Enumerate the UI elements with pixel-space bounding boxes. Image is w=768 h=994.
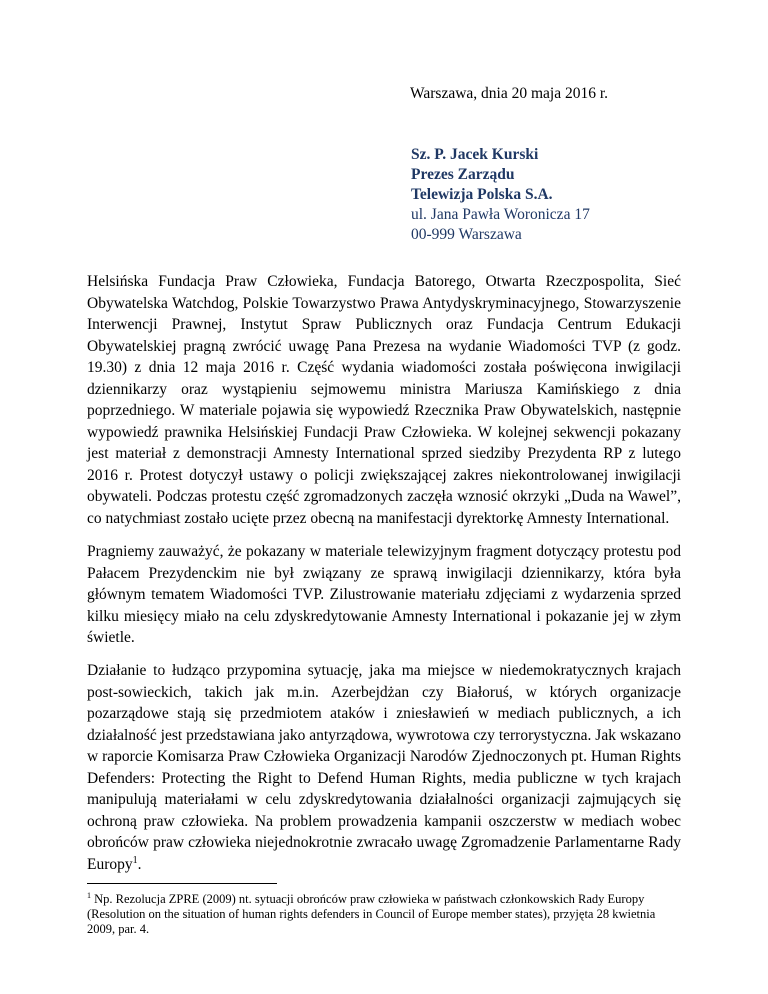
footnote-text: Np. Rezolucja ZPRE (2009) nt. sytuacji obrońców praw człowieka w państwach członkowskich Rady Europy (Resolution on the situation of human rights defenders in Council of Europe member states), przyjęta 28 kwietnia 2009, par. 4. xyxy=(87,892,656,936)
addressee-city: 00-999 Warszawa xyxy=(411,226,522,243)
addressee-position: Prezes Zarządu xyxy=(411,166,515,183)
footnote-reference: 1 xyxy=(132,854,138,866)
paragraph-3-text: Działanie to łudząco przypomina sytuację, jaka ma miejsce w niedemokratycznych krajach post-sowieckich, takich jak m.in. Azerbejdżan czy Białoruś, w których organizacje pozarządowe stają się przedmiotem ataków i zniesławień w mediach publicznych, a ich działalność jest przedstawiana jako antyrządowa, wywrotowa czy terrorystyczna. Jak wskazano w raporcie Komisarza Praw Człowieka Organizacji Narodów Zjednoczonych pt. Human Rights Defenders: Protecting the Right to Defend Human Rights, media publiczne w tych krajach manipulują materiałami w celu zdyskredytowania działalności organizacji zajmujących się ochroną praw człowieka. Na problem prowadzenia kampanii oszczerstw w mediach wobec obrońców praw człowieka niejednokrotnie zwracało uwagę Zgromadzenie Parlamentarne Rady Europy xyxy=(87,662,681,873)
footnote xyxy=(87,892,681,937)
footnote-separator xyxy=(87,883,277,884)
paragraph-1: Helsińska Fundacja Praw Człowieka, Fundacja Batorego, Otwarta Rzeczpospolita, Sieć Obywatelska Watchdog, Polskie Towarzystwo Prawa Antydyskryminacyjnego, Stowarzyszenie Interwencji Prawnej, Instytut Spraw Publicznych oraz Fundacja Centrum Edukacji Obywatelskiej pragną zwrócić uwagę Pana Prezesa na wydanie Wiadomości TVP (z godz. 19.30) z dnia 12 maja 2016 r. Część wydania wiadomości została poświęcona inwigilacji dziennikarzy oraz wystąpieniu sejmowemu ministra Mariusza Kamińskiego z dnia poprzedniego. W materiale pojawia się wypowiedź Rzecznika Praw Obywatelskich, następnie wypowiedź prawnika Helsińskiej Fundacji Praw Człowieka. W kolejnej sekwencji pokazany jest materiał z demonstracji Amnesty International sprzed siedziby Prezydenta RP z lutego 2016 r. Protest dotyczył ustawy o policji zwiększającej zakres niekontrolowanej inwigilacji obywateli. Podczas protestu część zgromadzonych zaczęła wznosić okrzyki „Duda na Wawel”, co natychmiast zostało ucięte przez obecną na manifestacji dyrektorkę Amnesty International. xyxy=(87,273,681,527)
paragraph-2: Pragniemy zauważyć, że pokazany w materiale telewizyjnym fragment dotyczący protestu pod Pałacem Prezydenckim nie był związany ze sprawą inwigilacji dziennikarzy, która była głównym tematem Wiadomości TVP. Zilustrowanie materiału zdjęciami z wydarzenia sprzed kilku miesięcy miało na celu zdyskredytowanie Amnesty International i pokazanie jej w złym świetle. xyxy=(87,543,681,646)
paragraph-3-end: . xyxy=(137,855,142,873)
addressee-name: Sz. P. Jacek Kurski xyxy=(411,146,539,163)
paragraph-3 xyxy=(87,660,681,875)
addressee-block xyxy=(411,145,590,245)
addressee-street: ul. Jana Pawła Woronicza 17 xyxy=(411,206,590,223)
footnote-number: 1 xyxy=(87,890,91,900)
addressee-organization: Telewizja Polska S.A. xyxy=(411,186,553,203)
date-line: Warszawa, dnia 20 maja 2016 r. xyxy=(410,85,609,102)
